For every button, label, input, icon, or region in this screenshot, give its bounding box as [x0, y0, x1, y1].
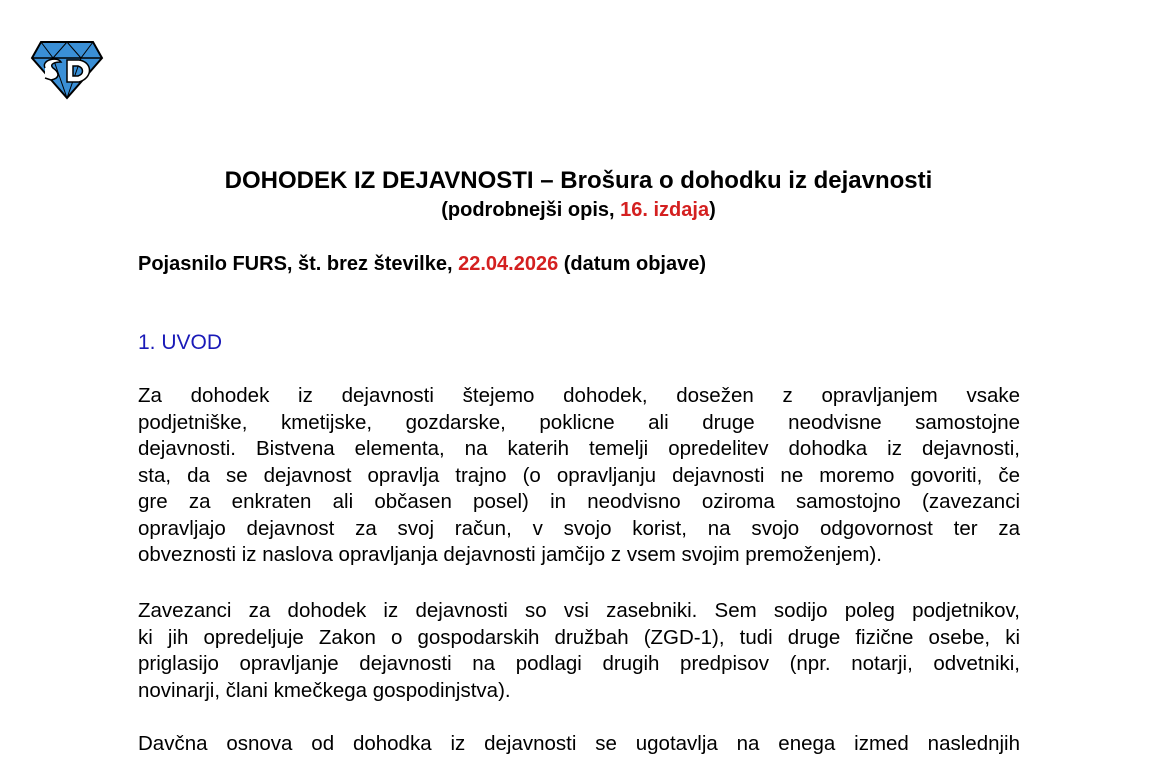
paragraph-line: Davčna osnova od dohodka iz dejavnosti se ugotavlja na enega izmed naslednjih	[138, 732, 1020, 755]
subtitle-close: )	[709, 199, 716, 221]
reference-suffix: (datum objave)	[558, 253, 707, 275]
paragraph-line: podjetniške, kmetijske, gozdarske, poklicne ali druge neodvisne samostojne	[138, 410, 1020, 434]
subtitle-open: (podrobnejši opis,	[441, 199, 621, 221]
paragraph-line: Zavezanci za dohodek iz dejavnosti so vsi zasebniki. Sem sodijo poleg podjetnikov,	[138, 599, 1020, 622]
paragraph-3	[138, 731, 1020, 758]
reference-line	[138, 251, 706, 277]
reference-prefix: Pojasnilo FURS, št. brez številke,	[138, 253, 459, 275]
document-subtitle	[0, 197, 1157, 223]
paragraph-line: dejavnosti. Bistvena elementa, na katerih temelji opredelitev dohodka iz dejavnosti,	[138, 437, 1020, 460]
paragraph-line: opravljajo dejavnost za svoj račun, v svojo korist, na svojo odgovornost ter za	[138, 516, 1020, 540]
diamond-sd-logo-icon	[31, 40, 103, 100]
paragraph-line: gre za enkraten ali občasen posel) in neodvisno oziroma samostojno (zavezanci	[138, 490, 1020, 513]
paragraph-1	[138, 383, 1020, 569]
paragraph-line: obveznosti iz naslova opravljanja dejavnosti jamčijo z vsem svojim premoženjem).	[138, 543, 883, 566]
paragraph-line: priglasijo opravljanje dejavnosti na podlagi drugih predpisov (npr. notarji, odvetniki,	[138, 652, 1020, 675]
paragraph-line: ki jih opredeljuje Zakon o gospodarskih družbah (ZGD-1), tudi druge fizične osebe, ki	[138, 625, 1020, 649]
section-heading: 1. UVOD	[138, 331, 223, 354]
paragraph-line: sta, da se dejavnost opravlja trajno (o opravljanju dejavnosti ne moremo govoriti, če	[138, 463, 1020, 487]
publication-date: 22.04.2026	[458, 253, 559, 275]
document-title: DOHODEK IZ DEJAVNOSTI – Brošura o dohodku iz dejavnosti	[224, 167, 933, 194]
paragraph-line: Za dohodek iz dejavnosti štejemo dohodek, dosežen z opravljanjem vsake	[138, 384, 1020, 407]
edition-number: 16. izdaja	[620, 199, 710, 221]
paragraph-2	[138, 598, 1020, 704]
paragraph-line: novinarji, člani kmečkega gospodinjstva).	[138, 678, 511, 702]
